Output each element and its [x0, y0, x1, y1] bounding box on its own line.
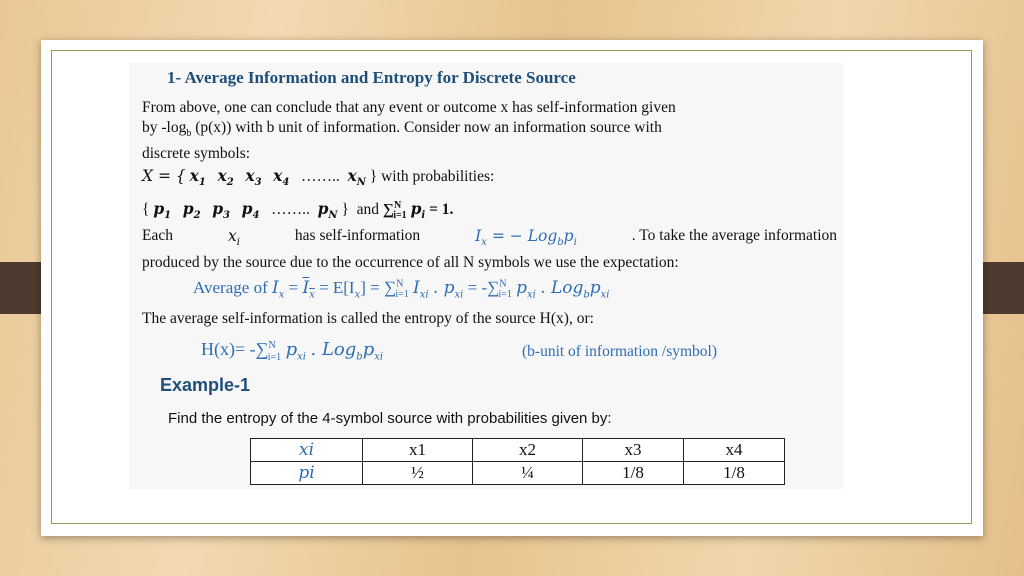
table-cell: x4	[684, 439, 785, 462]
table-cell: x3	[583, 439, 684, 462]
document-image	[129, 63, 844, 489]
each-line-1: Each $x_i$ has self-information $I_x$ = − $Log_bp_i$ . To take the average information	[142, 227, 837, 249]
symbols-line: X = { $x_1$ $x_2$ $x_3$ $x_4$ …….. $x_N$ } with probabilities:	[142, 166, 495, 189]
table-cell: pi	[251, 462, 363, 485]
intro-line-1: From above, one can conclude that any event or outcome x has self-information given	[142, 99, 676, 116]
table-row	[251, 439, 785, 462]
intro-paragraph	[142, 98, 676, 164]
table-cell: ¼	[473, 462, 583, 485]
entropy-description: The average self-information is called the entropy of the source H(x), or:	[142, 310, 594, 327]
intro-line-3: discrete symbols:	[142, 145, 251, 163]
table-row	[251, 462, 785, 485]
table-cell: x2	[473, 439, 583, 462]
average-formula: Average of $I_x = I_x = E[I_x] = \sum^N_{i=1}$ $I_{xi}$ . $p_{xi} = -\sum^N_{i=1}$ $p_{xi}$ . $Log_bp_{xi}$	[193, 278, 610, 301]
table-cell: ½	[363, 462, 473, 485]
entropy-unit: (b-unit of information /symbol)	[522, 343, 718, 360]
table-cell: xi	[251, 439, 363, 462]
each-paragraph	[142, 226, 837, 273]
table-cell: 1/8	[583, 462, 684, 485]
section-heading: 1- Average Information and Entropy for Discrete Source	[167, 68, 576, 87]
each-line-2: produced by the source due to the occurrence of all N symbols we use the expectation:	[142, 254, 679, 272]
table-cell: 1/8	[684, 462, 785, 485]
example-title: Example-1	[160, 375, 251, 395]
probabilities-line: { $p_1$ $p_2$ $p_3$ $p_4$ …….. $p_N$ } and ∑$^N_{i=1}$ $p_i = 1$.	[142, 199, 454, 222]
probability-table	[250, 438, 785, 485]
entropy-formula: H(x)= -∑$^N_{i=1}$ $p_{xi}$ . $Log_bp_{xi}$	[201, 339, 384, 363]
intro-line-2: by $-\log_b$ (p(x)) with b unit of information. Consider now an information source with	[142, 119, 662, 140]
table-cell: x1	[363, 439, 473, 462]
example-text: Find the entropy of the 4-symbol source with probabilities given by:	[168, 410, 612, 427]
